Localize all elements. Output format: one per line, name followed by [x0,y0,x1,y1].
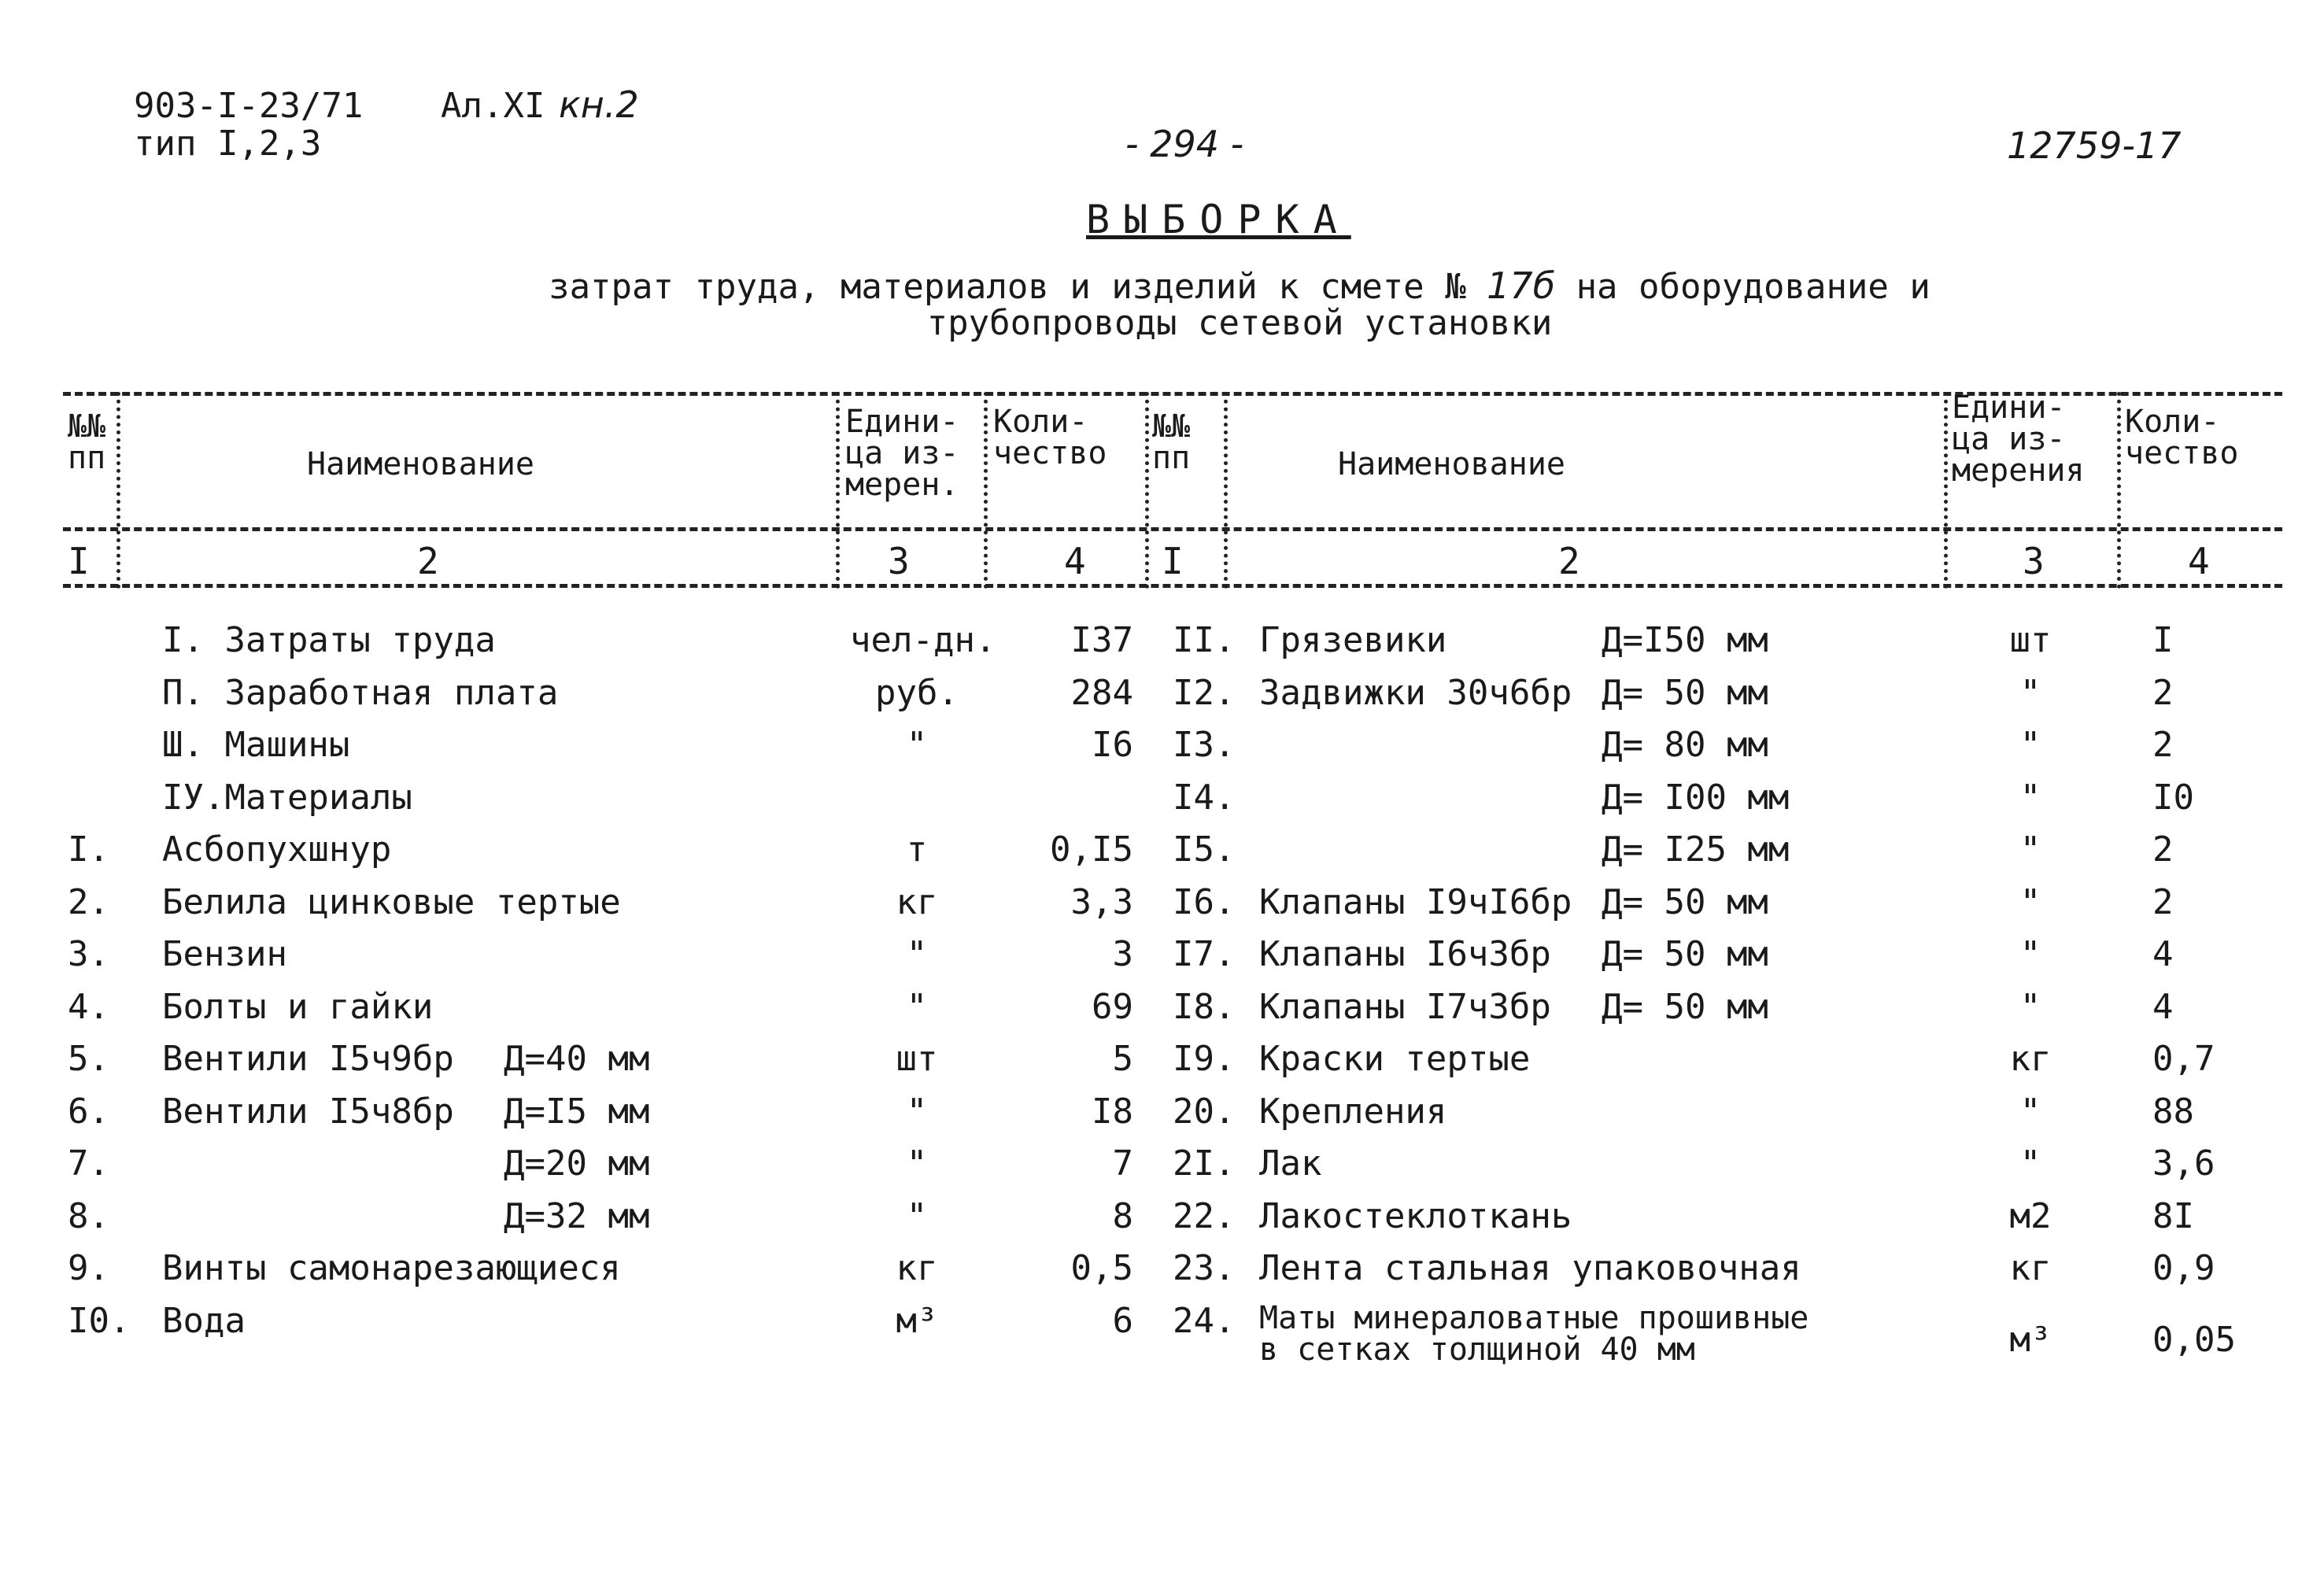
row-quantity: 284 [1070,672,1133,713]
row-diameter: Д=I5 мм [504,1091,650,1132]
row-name: Болты и гайки [162,986,434,1027]
row-name: Лак [1259,1143,1322,1184]
row-diameter: Д= 50 мм [1602,881,1768,922]
column-number: 2 [1558,540,1580,582]
row-quantity: 7 [1112,1143,1133,1184]
row-number: 2I. [1173,1143,1236,1184]
row-name: Белила цинковые тертые [162,881,621,922]
row-unit: " [2019,829,2041,870]
row-quantity: 2 [2152,881,2174,922]
header-unit-right: Едини- ца из- мерения [1952,390,2085,489]
header-num-right: №№ пп [1152,408,1191,476]
row-name: Крепления [1259,1091,1447,1132]
row-number: I8. [1173,986,1236,1027]
row-number: I5. [1173,829,1236,870]
row-diameter: Д=40 мм [504,1039,650,1079]
row-number: I7. [1173,934,1236,974]
subtitle-text-b: на оборудование и [1576,267,1931,307]
row-name: I. Затраты труда [162,620,496,660]
row-quantity: 5 [1112,1039,1133,1079]
row-quantity: I8 [1092,1091,1133,1132]
row-number: I6. [1173,881,1236,922]
row-unit: руб. [875,672,959,713]
subtitle-text-a: затрат труда, материалов и изделий к смете № [549,267,1466,307]
row-unit: шт [896,1039,938,1079]
row-number: 24. [1173,1300,1236,1341]
row-quantity: 4 [2152,934,2174,974]
row-unit: " [906,1091,928,1132]
row-name: Задвижки 30ч6бр [1259,672,1572,713]
row-quantity: 3,6 [2152,1143,2215,1184]
row-unit: " [2019,672,2041,713]
row-name: Маты минераловатные прошивные в сетках толщиной 40 мм [1259,1299,1809,1368]
column-number: I [68,540,90,582]
row-quantity: I6 [1092,725,1133,765]
row-number: II. [1173,620,1236,660]
row-quantity: 2 [2152,725,2174,765]
row-number: 8. [68,1195,109,1236]
row-name: Асбопухшнур [162,829,392,870]
row-number: I3. [1173,725,1236,765]
col-separator-5 [1224,392,1228,589]
subtitle-line-2: трубопроводы сетевой установки [926,303,1553,343]
row-name: П. Заработная плата [162,672,559,713]
row-unit: " [906,1143,928,1184]
column-number: 2 [417,540,439,582]
table-header-rule [63,527,2282,531]
row-number: 9. [68,1248,109,1288]
row-diameter: Д=20 мм [504,1143,650,1184]
row-name: Винты самонарезающиеся [162,1248,621,1288]
row-unit: " [2019,881,2041,922]
page-title: ВЫБОРКА [1086,197,1351,242]
row-quantity: 3 [1112,934,1133,974]
row-unit: чел-дн. [850,620,996,660]
book-number-handwritten: кн.2 [559,83,639,126]
row-unit: " [906,725,928,765]
col-separator-3 [984,392,988,589]
row-name: IУ.Материалы [162,777,412,818]
row-diameter: Д= 50 мм [1602,672,1768,713]
row-unit: " [906,1195,928,1236]
column-number: 3 [888,540,910,582]
row-quantity: 2 [2152,829,2174,870]
row-number: 6. [68,1091,109,1132]
table-column-number-rule [63,584,2282,588]
row-unit: м2 [2009,1195,2052,1236]
document-type: тип I,2,3 [134,124,322,164]
album-number: Ал.XI [441,86,545,126]
row-unit: шт [2009,620,2052,660]
row-name: Клапаны I7ч3бр [1259,986,1551,1027]
row-number: 23. [1173,1248,1236,1288]
row-unit: кг [896,881,938,922]
row-quantity: 8I [2152,1195,2194,1236]
row-name: Клапаны I9чI6бр [1259,881,1572,922]
subtitle-line-1 [472,264,2007,307]
row-unit: " [2019,725,2041,765]
row-diameter: Д= 50 мм [1602,934,1768,974]
column-number: 4 [2188,540,2210,582]
header-qty-left: Коли- чество [993,404,1107,471]
row-quantity: 8 [1112,1195,1133,1236]
row-unit: м³ [2009,1319,2052,1360]
row-quantity: 0,05 [2152,1319,2236,1360]
column-number: 4 [1064,540,1086,582]
row-unit: кг [2009,1039,2052,1079]
header-num-left: №№ пп [68,408,106,476]
row-name: Вода [162,1300,246,1341]
row-name: Ш. Машины [162,725,350,765]
column-number: I [1162,540,1184,582]
row-unit: м³ [896,1300,938,1341]
document-code: 903-I-23/71 [134,86,364,126]
row-quantity: 88 [2152,1091,2194,1132]
row-diameter: Д= I25 мм [1602,829,1790,870]
row-quantity: 6 [1112,1300,1133,1341]
row-unit: " [2019,934,2041,974]
col-separator-6 [1944,392,1948,589]
row-number: I0. [68,1300,131,1341]
row-number: 2. [68,881,109,922]
row-number: I2. [1173,672,1236,713]
estimate-number-handwritten: 17б [1487,264,1556,307]
col-separator-7 [2117,392,2121,589]
row-diameter: Д= I00 мм [1602,777,1790,818]
row-quantity: 0,I5 [1050,829,1133,870]
row-number: 4. [68,986,109,1027]
row-name: Лакостеклоткань [1259,1195,1572,1236]
row-number: 20. [1173,1091,1236,1132]
row-name: Вентили I5ч9бр [162,1039,454,1079]
header-name-right: Наименование [1338,446,1565,482]
row-diameter: Д=32 мм [504,1195,650,1236]
row-quantity: I [2152,620,2174,660]
row-quantity: 0,9 [2152,1248,2215,1288]
col-separator-1 [116,392,120,589]
row-unit: кг [896,1248,938,1288]
column-number: 3 [2023,540,2045,582]
row-quantity: 0,7 [2152,1039,2215,1079]
row-name: Грязевики [1259,620,1447,660]
row-quantity: I37 [1070,620,1133,660]
row-number: I. [68,829,109,870]
row-unit: " [906,934,928,974]
row-quantity: 4 [2152,986,2174,1027]
row-quantity: 2 [2152,672,2174,713]
table-top-rule [63,392,2282,396]
header-name-left: Наименование [307,446,534,482]
row-unit: " [2019,777,2041,818]
header-unit-left: Едини- ца из- мерен. [845,404,959,503]
row-number: 5. [68,1039,109,1079]
page-number-handwritten: - 294 - [1125,123,1244,165]
row-name: Краски тертые [1259,1039,1531,1079]
row-quantity: 3,3 [1070,881,1133,922]
row-quantity: I0 [2152,777,2194,818]
row-name: Вентили I5ч8бр [162,1091,454,1132]
row-diameter: Д=I50 мм [1602,620,1768,660]
row-number: I4. [1173,777,1236,818]
row-number: 7. [68,1143,109,1184]
row-name: Клапаны I6ч3бр [1259,934,1551,974]
col-separator-2 [836,392,840,589]
row-diameter: Д= 50 мм [1602,986,1768,1027]
row-unit: " [2019,986,2041,1027]
row-number: 3. [68,934,109,974]
row-quantity: 0,5 [1070,1248,1133,1288]
row-unit: " [2019,1143,2041,1184]
row-diameter: Д= 80 мм [1602,725,1768,765]
row-quantity: 69 [1092,986,1133,1027]
row-number: I9. [1173,1039,1236,1079]
row-name: Бензин [162,934,287,974]
header-qty-right: Коли- чество [2125,404,2239,471]
row-unit: " [906,986,928,1027]
row-name: Лента стальная упаковочная [1259,1248,1801,1288]
row-unit: кг [2009,1248,2052,1288]
col-separator-4 [1145,392,1149,589]
document-number-handwritten: 12759-17 [2007,124,2182,167]
row-number: 22. [1173,1195,1236,1236]
row-unit: " [2019,1091,2041,1132]
row-unit: т [906,829,928,870]
